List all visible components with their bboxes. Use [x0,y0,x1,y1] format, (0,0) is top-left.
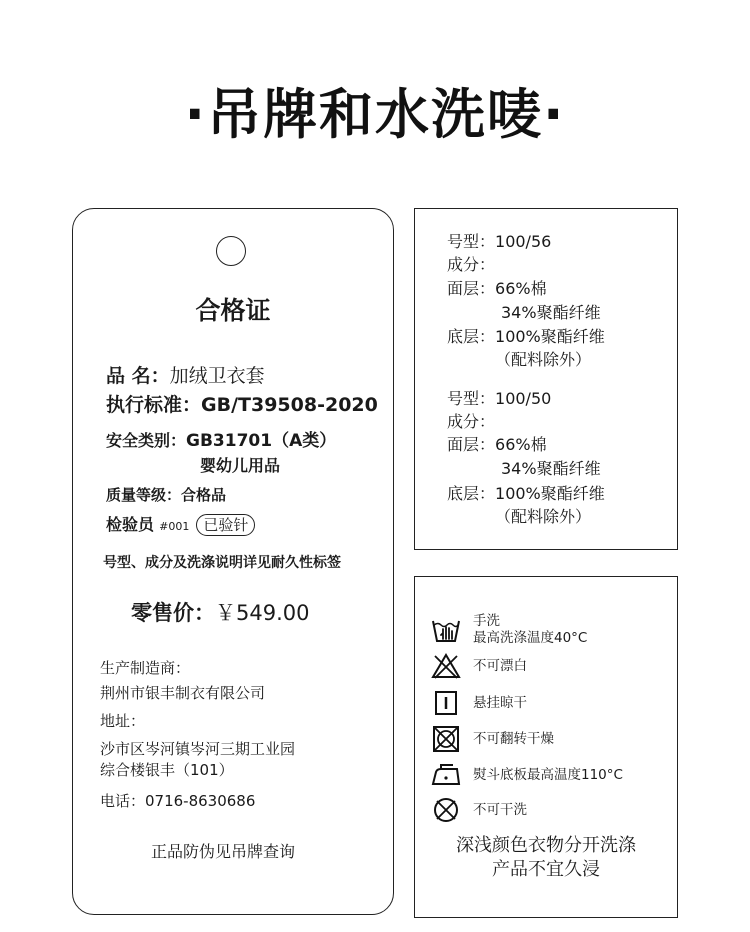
inspector-stamp: 已验针 [196,514,255,536]
maker-value: 荆州市银丰制衣有限公司 [100,684,266,702]
standard-label: 执行标准： [106,394,202,416]
care-item [431,690,527,716]
care-notice-line-1: 深浅颜色衣物分开洗涤 [456,835,636,856]
care-item [431,762,623,788]
inspector-code: #001 [159,520,190,533]
iron-icon [431,762,461,788]
outer-line-2: 34%聚酯纤维 [501,459,601,478]
care-item [431,653,527,679]
inspector-label: 检验员 [106,515,155,534]
outer-line-2: 34%聚酯纤维 [501,303,601,322]
price-label: 零售价： [131,601,215,625]
product-name-value: 加绒卫衣套 [169,365,265,387]
lining-line-2: （配料除外） [495,507,592,526]
no-tumble-dry-icon [431,726,461,752]
product-name-row [106,361,265,388]
standard-value: GB/T39508-2020 [201,394,378,416]
care-text: 不可干洗 [473,801,527,818]
grade-row [106,484,226,505]
outer-row: 面层：66%棉 [447,435,547,454]
price-value: ￥549.00 [215,601,310,625]
inspector-row [106,512,255,536]
care-text-line-1: 手洗 [473,613,500,629]
lining-row: 底层：100%聚酯纤维 [447,327,605,346]
hang-tag [72,208,394,915]
composition-heading: 成分： [447,412,496,431]
care-text: 不可翻转干燥 [473,730,554,747]
outer-row: 面层：66%棉 [447,279,547,298]
address-label: 地址： [100,712,146,730]
safety-value-2: 婴幼儿用品 [200,456,281,475]
tag-note: 号型、成分及洗涤说明详见耐久性标签 [103,555,341,571]
phone: 电话：0716-8630686 [100,792,256,810]
care-text: 不可漂白 [473,657,527,674]
size-row: 号型：100/56 [447,232,552,251]
tag-footer: 正品防伪见吊牌查询 [151,842,296,861]
care-text: 悬挂晾干 [473,694,527,711]
tag-title: 合格证 [195,296,271,325]
standard-row [106,390,378,417]
care-label [414,576,678,918]
page-title: ·吊牌和水洗唛· [184,83,566,146]
safety-row [106,426,336,451]
composition-heading: 成分： [447,255,496,274]
safety-value: GB31701（A类） [186,431,337,451]
grade-label: 质量等级： [106,486,182,504]
no-bleach-icon [431,653,461,679]
no-dry-clean-icon [431,797,461,823]
hand-wash-icon [431,617,461,643]
care-notice-line-2: 产品不宜久浸 [492,859,600,880]
lining-row: 底层：100%聚酯纤维 [447,484,605,503]
care-text: 熨斗底板最高温度110°C [473,766,623,783]
care-text-line-2: 最高洗涤温度40°C [473,630,588,646]
size-row: 号型：100/50 [447,389,552,408]
tag-hole [216,236,246,266]
care-item [431,797,527,823]
care-item [431,726,554,752]
line-dry-icon [431,690,461,716]
composition-label [414,208,678,550]
address-line-1: 沙市区岑河镇岑河三期工业园 [100,740,296,758]
price-row [131,597,309,627]
lining-line-2: （配料除外） [495,350,592,369]
care-item [431,613,587,647]
safety-label: 安全类别： [106,431,187,450]
product-name-label: 品 名： [106,365,170,387]
maker-label: 生产制造商： [100,659,191,677]
address-line-2: 综合楼银丰（101） [100,761,234,779]
grade-value: 合格品 [181,486,227,504]
